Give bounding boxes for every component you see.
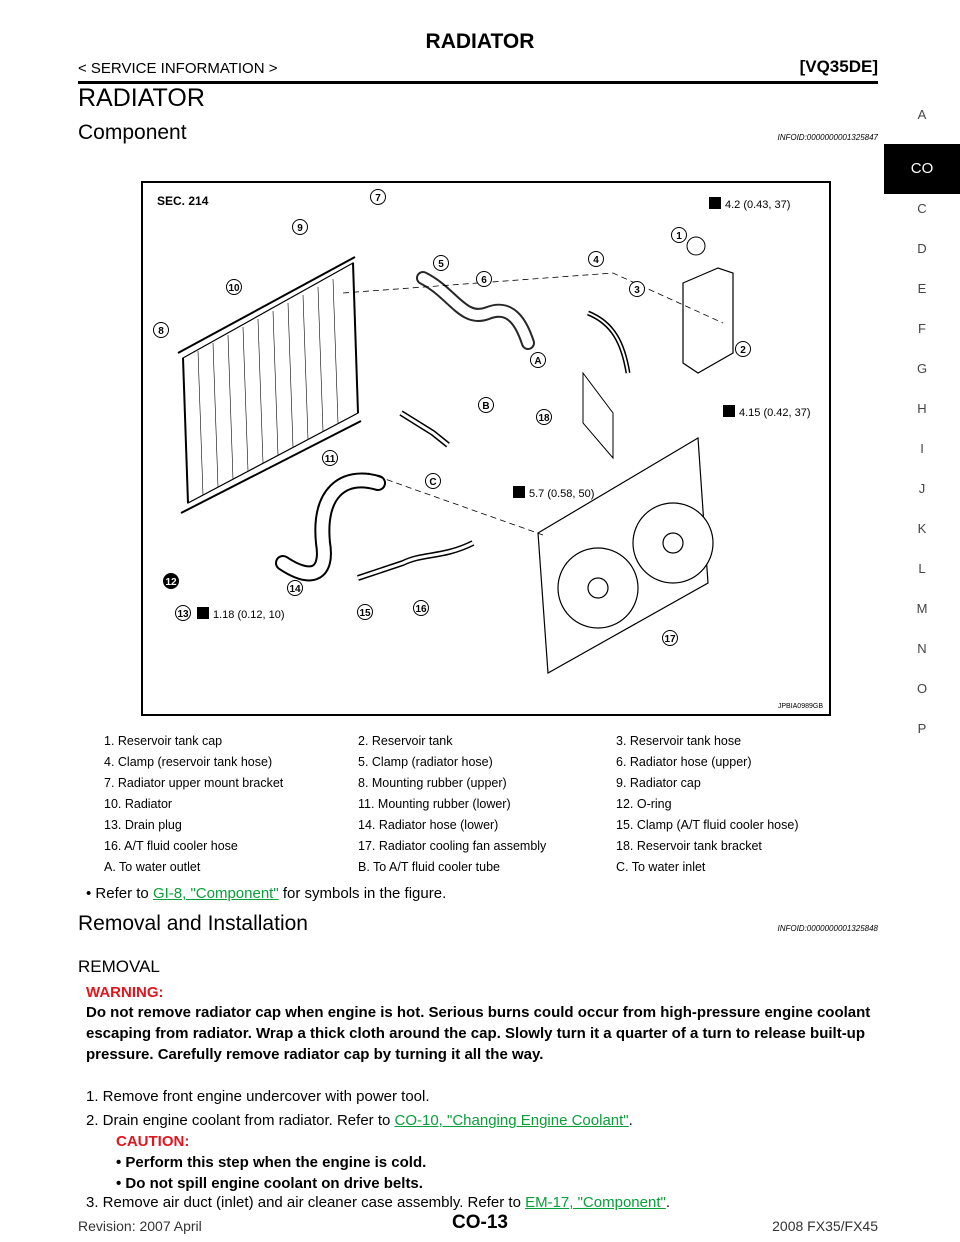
- legend-cell: C. To water inlet: [616, 859, 706, 874]
- torque-label-2: 4.15 (0.42, 37): [739, 407, 811, 419]
- legend-cell: 15. Clamp (A/T fluid cooler hose): [616, 817, 799, 832]
- callout-letter-a: A: [534, 356, 542, 367]
- legend-cell: A. To water outlet: [104, 859, 201, 874]
- legend-cell: 16. A/T fluid cooler hose: [104, 838, 238, 853]
- sidebar-tab-n[interactable]: N: [917, 641, 927, 656]
- cooling-fan-drawing: [538, 438, 713, 673]
- note-prefix: Refer to: [95, 885, 153, 902]
- callout-3: 3: [634, 285, 640, 296]
- sidebar-tab-f[interactable]: F: [918, 321, 926, 336]
- callout-12: 12: [165, 577, 177, 588]
- sidebar-tab-d[interactable]: D: [917, 241, 927, 256]
- caution-label: CAUTION:: [116, 1133, 190, 1150]
- callout-17: 17: [664, 634, 676, 645]
- legend-row: [104, 814, 856, 835]
- component-legend-table: [104, 730, 856, 877]
- warning-text: Do not remove radiator cap when engine is hot. Serious burns could occur from high-pressure engine coolant escaping from radiator. Wrap a thick cloth around the cap. Slowly turn it a quarter of a turn to release built-up pressure. Carefully remove radiator cap by turning it all the way.: [86, 1004, 871, 1063]
- legend-cell: 3. Reservoir tank hose: [616, 733, 742, 748]
- radiator-exploded-diagram: [141, 181, 831, 716]
- legend-row: [104, 856, 856, 877]
- legend-cell: 8. Mounting rubber (upper): [358, 775, 507, 790]
- symbols-note: [86, 885, 446, 902]
- caution-item: [116, 1175, 423, 1192]
- sidebar-tab-a[interactable]: A: [917, 107, 927, 122]
- legend-cell: 10. Radiator: [104, 796, 173, 811]
- callout-11: 11: [324, 454, 336, 465]
- removal-subheading: REMOVAL: [78, 957, 160, 976]
- step-3-prefix: 3. Remove air duct (inlet) and air cleaner case assembly. Refer to: [86, 1194, 526, 1211]
- sidebar-tab-h[interactable]: H: [917, 401, 927, 416]
- callout-15: 15: [359, 608, 371, 619]
- callout-8: 8: [158, 326, 164, 337]
- sidebar-tab-co[interactable]: CO: [884, 144, 960, 194]
- callout-14: 14: [289, 584, 301, 595]
- legend-row: [104, 772, 856, 793]
- header-section: < SERVICE INFORMATION >: [78, 60, 278, 77]
- callout-letter-b-upper: B: [482, 401, 490, 412]
- callout-6: 6: [481, 275, 487, 286]
- legend-cell: 7. Radiator upper mount bracket: [104, 775, 284, 790]
- legend-cell: 12. O-ring: [616, 796, 672, 811]
- footer-page-number: CO-13: [452, 1212, 508, 1233]
- removal-installation-infoid: INFOID:0000000001325848: [777, 924, 878, 933]
- legend-row: [104, 751, 856, 772]
- sidebar-tab-p[interactable]: P: [917, 721, 927, 736]
- footer-revision: Revision: 2007 April: [78, 1218, 202, 1234]
- step-1: 1. Remove front engine undercover with power tool.: [86, 1088, 430, 1105]
- callout-16: 16: [415, 604, 427, 615]
- sidebar-tab-o[interactable]: O: [916, 681, 928, 696]
- sidebar-tab-l[interactable]: L: [918, 561, 926, 576]
- em-17-component-link[interactable]: EM-17, "Component": [525, 1194, 666, 1211]
- callout-18: 18: [538, 413, 550, 424]
- sidebar-tab-c[interactable]: C: [917, 201, 927, 216]
- page-title: RADIATOR: [78, 84, 205, 112]
- callout-9: 9: [297, 223, 303, 234]
- legend-row: [104, 730, 856, 751]
- legend-cell: 9. Radiator cap: [616, 775, 701, 790]
- callout-5-upper: 5: [438, 259, 444, 270]
- sidebar-tab-g[interactable]: G: [916, 361, 928, 376]
- callout-10: 10: [228, 283, 240, 294]
- legend-cell: 2. Reservoir tank: [358, 733, 453, 748]
- bullet-icon: •: [116, 1175, 126, 1192]
- sidebar-tab-j[interactable]: J: [918, 481, 926, 496]
- removal-installation-heading: Removal and Installation: [78, 912, 308, 935]
- step-2-prefix: 2. Drain engine coolant from radiator. Refer to: [86, 1112, 395, 1129]
- gi-8-component-link[interactable]: GI-8, "Component": [152, 885, 279, 902]
- legend-cell: 4. Clamp (reservoir tank hose): [104, 754, 273, 769]
- radiator-drawing: [178, 257, 361, 513]
- header-engine: [VQ35DE]: [799, 57, 878, 76]
- legend-cell: 17. Radiator cooling fan assembly: [358, 838, 547, 853]
- bullet-icon: •: [116, 1154, 126, 1171]
- note-suffix: for symbols in the figure.: [278, 885, 447, 902]
- sidebar-tab-e[interactable]: E: [917, 281, 927, 296]
- sidebar-tab-k[interactable]: K: [917, 521, 927, 536]
- torque-label-1: 4.2 (0.43, 37): [725, 199, 791, 211]
- sidebar-tab-m[interactable]: M: [916, 601, 928, 616]
- torque-label-4: 1.18 (0.12, 10): [213, 609, 285, 621]
- step-2-suffix: .: [628, 1112, 633, 1129]
- callout-2: 2: [740, 345, 746, 356]
- torque-label-3: 5.7 (0.58, 50): [529, 488, 595, 500]
- legend-cell: 18. Reservoir tank bracket: [616, 838, 762, 853]
- caution-item-text: Perform this step when the engine is cold.: [125, 1154, 427, 1171]
- legend-cell: 14. Radiator hose (lower): [358, 817, 499, 832]
- step-2: [86, 1112, 633, 1129]
- header-title: RADIATOR: [425, 30, 535, 53]
- callout-13: 13: [177, 609, 189, 620]
- legend-cell: 5. Clamp (radiator hose): [358, 754, 493, 769]
- bullet-icon: •: [86, 885, 96, 902]
- footer-model: 2008 FX35/FX45: [772, 1218, 878, 1234]
- legend-cell: 13. Drain plug: [104, 817, 182, 832]
- sidebar-tab-i[interactable]: I: [920, 441, 924, 456]
- step-3: [86, 1194, 670, 1211]
- component-infoid: INFOID:0000000001325847: [777, 133, 878, 142]
- legend-row: [104, 793, 856, 814]
- callout-4: 4: [593, 255, 599, 266]
- figure-section-label: SEC. 214: [157, 194, 209, 208]
- legend-cell: B. To A/T fluid cooler tube: [358, 859, 500, 874]
- callout-1: 1: [676, 231, 682, 242]
- caution-item: [116, 1154, 426, 1171]
- legend-cell: 11. Mounting rubber (lower): [358, 796, 511, 811]
- legend-cell: 6. Radiator hose (upper): [616, 754, 752, 769]
- warning-label: WARNING:: [86, 984, 164, 1001]
- callout-7-upper: 7: [375, 193, 381, 204]
- co-10-changing-coolant-link[interactable]: CO-10, "Changing Engine Coolant": [394, 1112, 629, 1129]
- legend-cell: 1. Reservoir tank cap: [104, 733, 223, 748]
- callout-letter-c: C: [429, 477, 437, 488]
- component-heading: Component: [78, 121, 187, 144]
- step-3-suffix: .: [665, 1194, 670, 1211]
- figure-id: JPBIA0989GB: [777, 703, 823, 710]
- section-index-sidebar: [884, 104, 960, 758]
- legend-row: [104, 835, 856, 856]
- caution-item-text: Do not spill engine coolant on drive belts.: [125, 1175, 423, 1192]
